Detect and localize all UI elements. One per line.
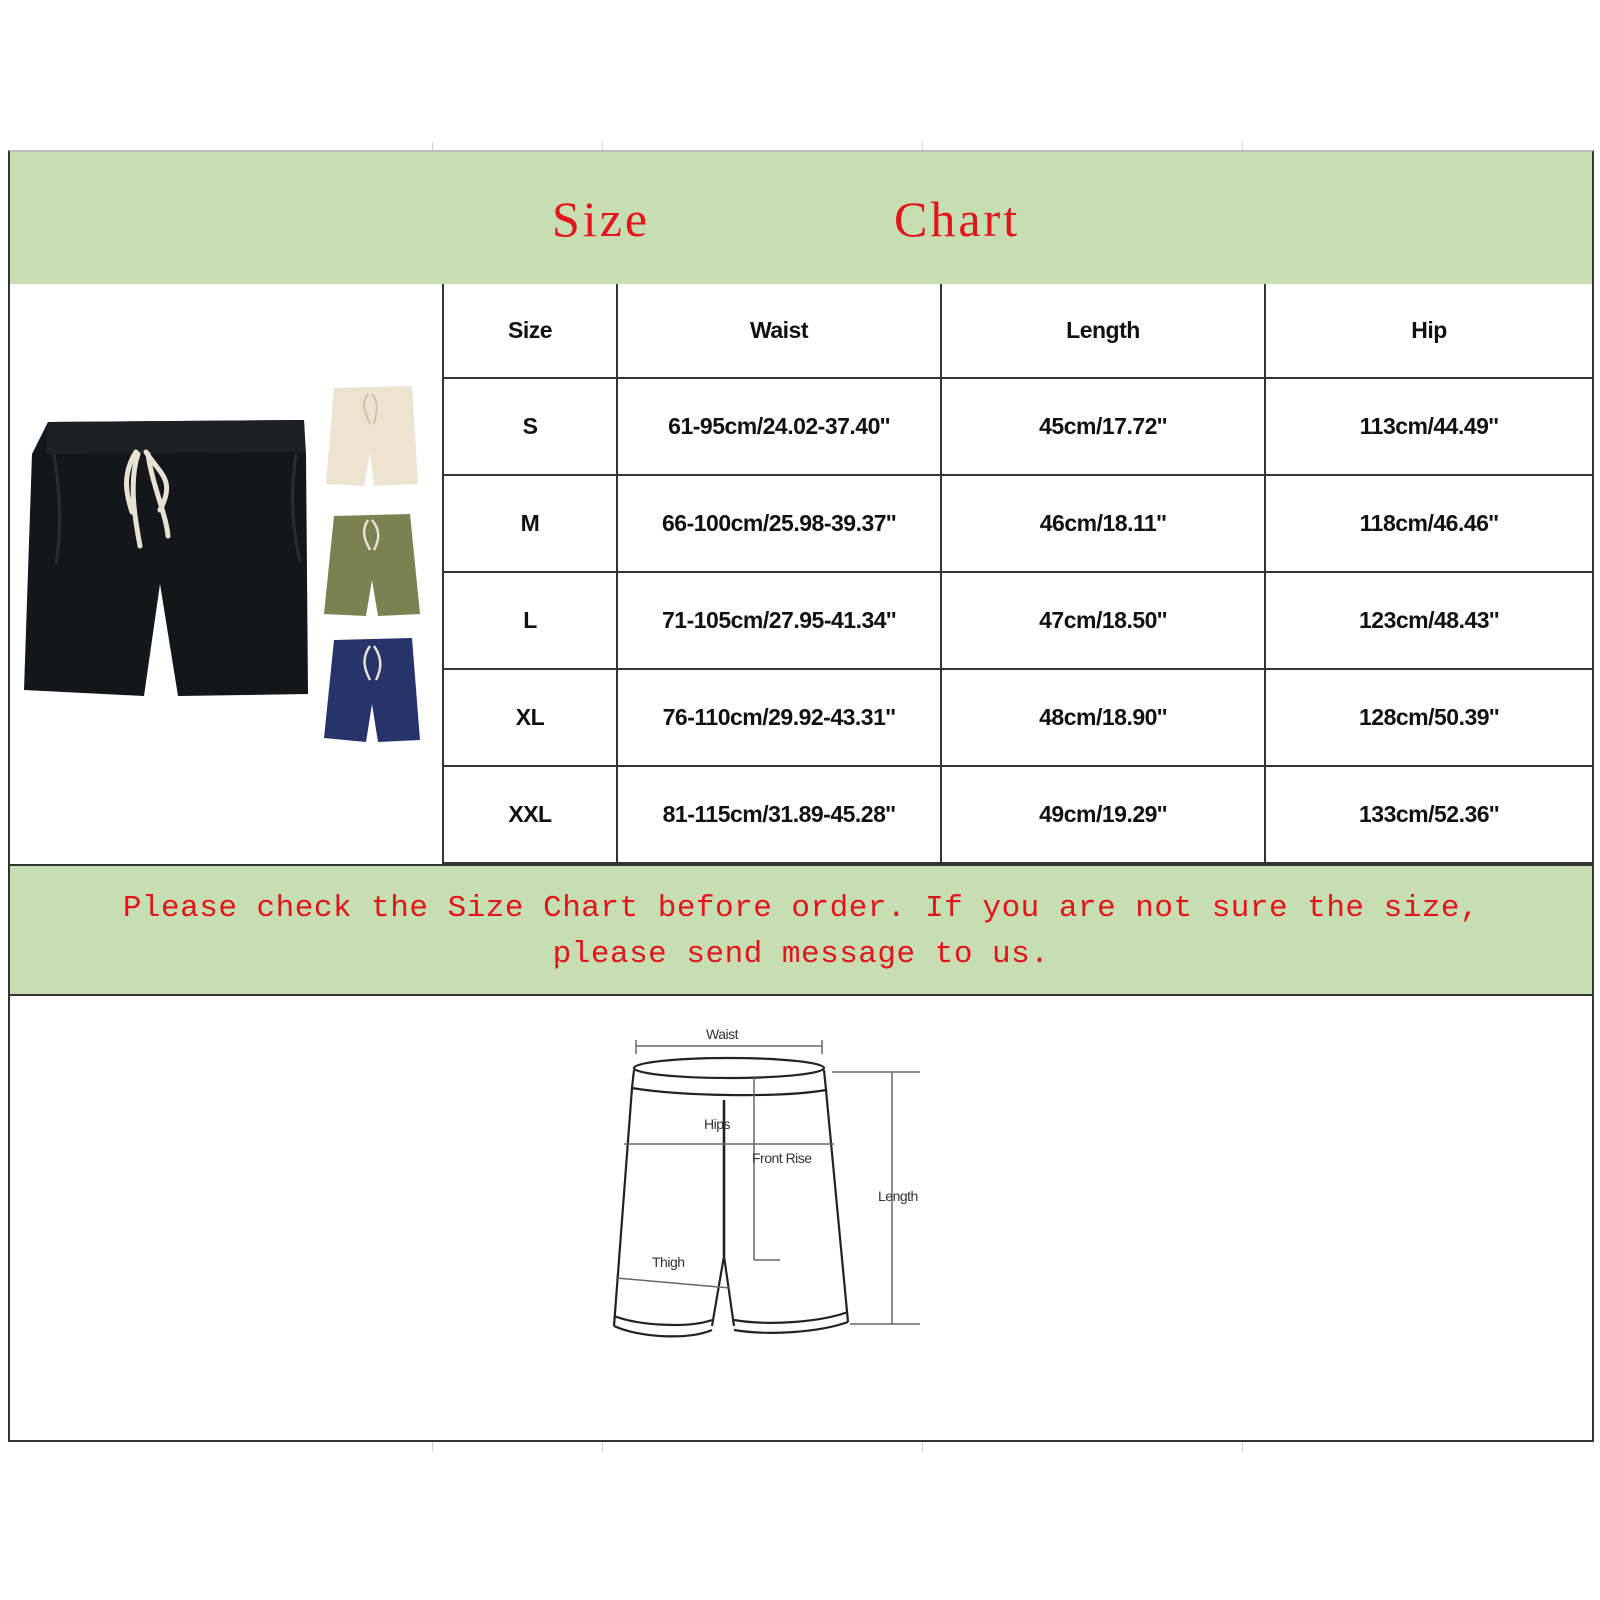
note-line-1: Please check the Size Chart before order. If you are not sure the size, <box>122 891 1480 926</box>
cell-waist: 61-95cm/24.02-37.40'' <box>617 378 941 475</box>
cell-waist: 66-100cm/25.98-39.37'' <box>617 475 941 572</box>
diagram-label-hips: Hips <box>704 1116 731 1132</box>
grid-tick <box>922 1442 923 1452</box>
cell-size: L <box>444 572 617 669</box>
measurement-diagram-cell <box>8 996 1594 1442</box>
title-band <box>8 150 1594 286</box>
product-photo-cell <box>10 284 444 864</box>
diagram-label-front-rise: Front Rise <box>752 1150 812 1166</box>
cell-waist: 76-110cm/29.92-43.31'' <box>617 669 941 766</box>
green-shorts-image <box>324 514 420 616</box>
navy-shorts-image <box>324 638 420 742</box>
table-row <box>444 572 1592 669</box>
cell-waist: 81-115cm/31.89-45.28'' <box>617 766 941 863</box>
title-word-chart: Chart <box>894 191 1021 247</box>
note-line-2: please send message to us. <box>552 937 1050 972</box>
note-band <box>8 864 1594 996</box>
size-chart-sheet <box>8 150 1592 1442</box>
shorts-outline-diagram <box>600 1026 960 1346</box>
grid-tick <box>1242 1442 1243 1452</box>
grid-tick <box>922 142 923 150</box>
cell-length: 47cm/18.50'' <box>941 572 1265 669</box>
table-row <box>444 475 1592 572</box>
size-table-section <box>8 284 1594 864</box>
header-size: Size <box>444 284 617 378</box>
product-photos <box>10 284 442 864</box>
cell-hip: 128cm/50.39'' <box>1265 669 1592 766</box>
grid-tick <box>432 142 433 150</box>
header-waist: Waist <box>617 284 941 378</box>
beige-shorts-image <box>326 386 418 486</box>
header-length: Length <box>941 284 1265 378</box>
diagram-label-thigh: Thigh <box>652 1254 685 1270</box>
diagram-label-length: Length <box>878 1188 918 1204</box>
table-row <box>444 378 1592 475</box>
table-row <box>444 669 1592 766</box>
diagram-label-waist: Waist <box>706 1026 738 1042</box>
cell-hip: 133cm/52.36'' <box>1265 766 1592 863</box>
cell-length: 46cm/18.11'' <box>941 475 1265 572</box>
cell-size: XL <box>444 669 617 766</box>
header-hip: Hip <box>1265 284 1592 378</box>
measurement-diagram <box>600 1026 960 1346</box>
black-shorts-image <box>24 420 308 696</box>
cell-length: 49cm/19.29'' <box>941 766 1265 863</box>
cell-length: 48cm/18.90'' <box>941 669 1265 766</box>
grid-tick <box>602 142 603 150</box>
cell-size: S <box>444 378 617 475</box>
cell-size: XXL <box>444 766 617 863</box>
cell-waist: 71-105cm/27.95-41.34'' <box>617 572 941 669</box>
title-word-size: Size <box>552 191 651 247</box>
table-row <box>444 766 1592 863</box>
cell-hip: 118cm/46.46'' <box>1265 475 1592 572</box>
cell-hip: 123cm/48.43'' <box>1265 572 1592 669</box>
cell-size: M <box>444 475 617 572</box>
table-header-row <box>444 284 1592 378</box>
grid-tick <box>1242 142 1243 150</box>
grid-tick <box>602 1442 603 1452</box>
grid-tick <box>432 1442 433 1452</box>
cell-length: 45cm/17.72'' <box>941 378 1265 475</box>
cell-hip: 113cm/44.49'' <box>1265 378 1592 475</box>
size-table <box>444 284 1592 864</box>
